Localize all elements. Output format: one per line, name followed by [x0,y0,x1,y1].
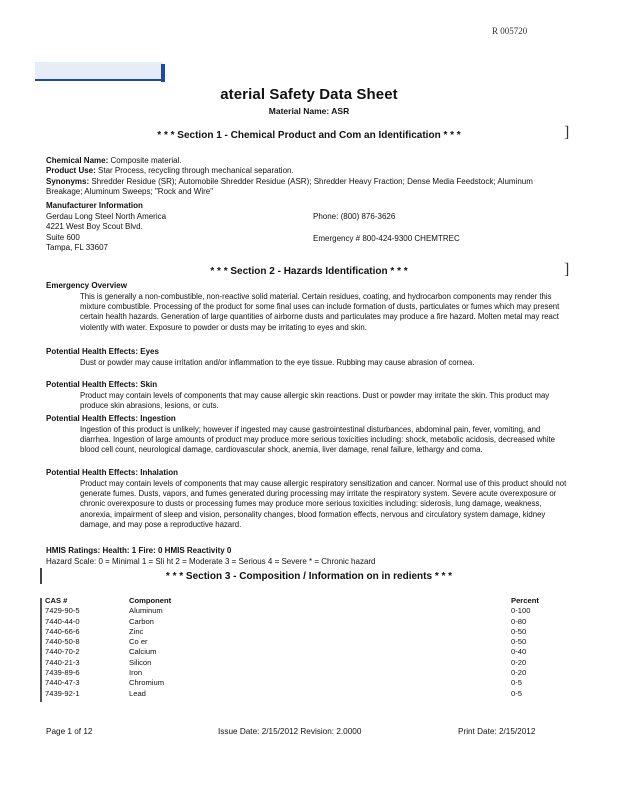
manufacturer-label: Manufacturer Information [46,201,143,210]
section-1-heading: * * * Section 1 - Chemical Product and Com an Identification * * * [157,130,461,141]
cas-cell: 7440-44-0 [45,616,80,626]
table-row [45,627,565,637]
section-3-margin-mark [40,568,42,584]
cas-cell: 7440-66-6 [45,626,80,636]
component-cell: Zinc [129,626,144,636]
section-1-bracket: ] [564,124,570,141]
table-row [45,647,565,657]
skin-label: Potential Health Effects: Skin [46,380,158,389]
column-header-cas: CAS # [45,596,68,605]
page-title: aterial Safety Data Sheet [220,86,398,103]
cas-cell: 7429-90-5 [45,606,80,616]
page-number: Page 1 of 12 [46,727,93,736]
cas-cell: 7440-47-3 [45,678,80,688]
composition-table [45,596,565,699]
cas-cell: 7439-92-1 [45,688,80,698]
table-row [45,637,565,647]
section-3-heading: * * * Section 3 - Composition / Information on in redients * * * [165,571,453,582]
document-number: R 005720 [492,26,528,36]
column-header-component: Component [129,596,172,605]
percent-cell: 0-20 [511,668,527,678]
logo-edge [161,64,165,82]
table-row [45,658,565,668]
hazard-scale: Hazard Scale: 0 = Minimal 1 = Sli ht 2 = Moderate 3 = Serious 4 = Severe * = Chronic hazard [46,557,376,566]
percent-cell: 0-5 [511,678,522,688]
percent-cell: 0-100 [511,606,531,616]
component-cell: Carbon [129,616,154,626]
synonyms-line [46,177,571,198]
chemical-name-label: Chemical Name: [46,156,109,165]
cas-cell: 7440-21-3 [45,657,80,667]
product-use-line [46,166,566,176]
inhalation-text: Product may contain levels of components that may cause allergic respiratory sensitization and cancer. Normal use of this product should not generate fumes. Dusts, vapors, and fumes generated during processing may irritate the respiratory system. Severe acute overexposure or chronic overexposure to dusts or processing fumes may produce more serious toxicities including: siderosis, lung damage, weakness, anorexia, impairment of sleep and vision, personality changes, blood formation effects, nervous and circulatory system damage, kidney damage, and may pose a reproductive hazard. [80,479,567,529]
logo-box [35,62,163,81]
section-2-heading: * * * Section 2 - Hazards Identification * * * [210,266,408,277]
percent-cell: 0-80 [511,616,527,626]
print-date: Print Date: 2/15/2012 [458,727,536,736]
eyes-text: Dust or powder may cause irritation and/or inflammation to the eye tissue. Rubbing may cause abrasion of cornea. [80,358,475,367]
emergency-overview-text: This is generally a non-combustible, non-reactive solid material. Certain residues, coating, and hydrocarbon components may render this mixture combustible. Processing of the product for some final uses can include formation of dusts, particulates or fumes which may present certain health hazards. Generation of large quantities of airborne dusts and particulates may produce a fire hazard. Molten metal may react violently with water. Exposure to powder or dusts may be irritating to eyes and skin. [80,292,560,332]
ingestion-text: Ingestion of this product is unlikely; however if ingested may cause gastrointestinal disturbances, abdominal pain, fever, vomiting, and diarrhea. Ingestion of large amounts of product may produce more serious toxicities including: shock, metabolic acidosis, decreased white blood cell count, neurological damage, cardiovascular shock, anemia, liver damage, renal failure, lethargy and coma. [80,425,555,455]
eyes-label: Potential Health Effects: Eyes [46,347,159,356]
manufacturer-phone: Phone: (800) 876-3626 [313,212,396,221]
component-cell: Chromium [129,678,165,688]
manufacturer-company: Gerdau Long Steel North America [46,212,167,221]
percent-cell: 0-40 [511,647,527,657]
chemical-name-line [46,156,566,166]
manufacturer-city: Tampa, FL 33607 [46,242,108,252]
cas-cell: 7440-50-8 [45,637,80,647]
inhalation-label: Potential Health Effects: Inhalation [46,468,179,477]
component-cell: Lead [129,688,146,698]
company-logo [35,62,167,84]
section-2-bracket: ] [564,261,570,278]
table-margin-rule [40,598,42,702]
manufacturer-address2: Suite 600 [46,232,80,242]
manufacturer-address [46,212,306,253]
cas-cell: 7440-70-2 [45,647,80,657]
synonyms-label: Synonyms: [46,177,90,186]
component-cell: Aluminum [129,606,163,616]
percent-cell: 0-50 [511,637,527,647]
percent-cell: 0-20 [511,657,527,667]
issue-date: Issue Date: 2/15/2012 Revision: 2.0000 [218,727,362,736]
table-row [45,678,565,688]
component-cell: Co er [129,637,148,647]
synonyms-value: Shredder Residue (SR); Automobile Shredder Residue (ASR); Shredder Heavy Fraction; Dense Media Feedstock; Aluminum Breakage; Aluminum Sweeps; "Rock and Wire" [46,177,533,197]
component-cell: Iron [129,668,143,678]
chemical-name-value: Composite material. [110,156,182,165]
component-cell: Silicon [129,657,152,667]
table-row [45,606,565,616]
table-row [45,617,565,627]
cas-cell: 7439-89-6 [45,668,80,678]
percent-cell: 0-5 [511,688,522,698]
hmis-ratings: HMIS Ratings: Health: 1 Fire: 0 HMIS Reactivity 0 [46,546,232,555]
product-use-label: Product Use: [46,166,96,175]
product-use-value: Star Process, recycling through mechanical separation. [98,166,294,175]
table-row [45,689,565,699]
table-row [45,668,565,678]
manufacturer-address1: 4221 West Boy Scout Blvd. [46,222,143,232]
skin-text: Product may contain levels of components that may cause allergic skin reactions. Dust or powder may irritate the skin. This product may produce skin abrasions, lesions, or cuts. [80,391,550,411]
emergency-overview-label: Emergency Overview [46,281,127,290]
emergency-number: Emergency # 800-424-9300 CHEMTREC [313,234,460,243]
percent-cell: 0-50 [511,626,527,636]
material-name: Material Name: ASR [268,106,350,116]
column-header-percent: Percent [511,596,539,605]
ingestion-label: Potential Health Effects: Ingestion [46,414,176,423]
component-cell: Calcium [129,647,157,657]
table-header-row [45,596,565,606]
